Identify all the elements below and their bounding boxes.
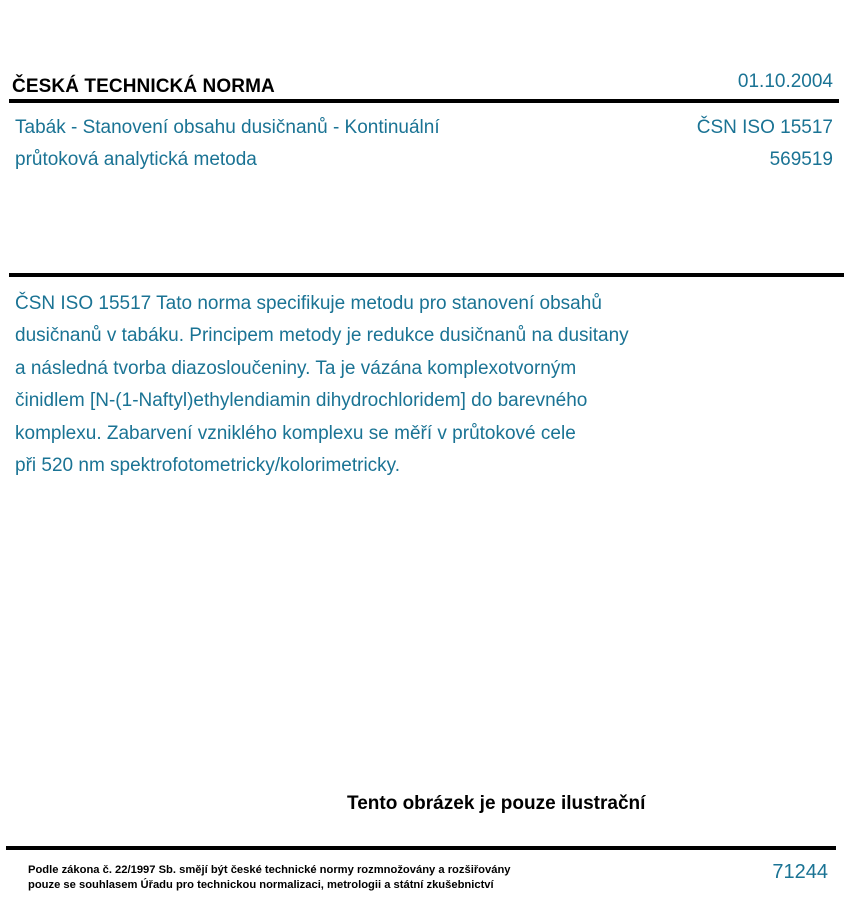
publication-date: 01.10.2004 (737, 71, 833, 92)
catalog-number: 569519 (769, 149, 833, 170)
standard-number: ČSN ISO 15517 (696, 117, 833, 138)
footer-legal-line: Podle zákona č. 22/1997 Sb. smějí být české technické normy rozmnožovány a rozšiřovány (28, 864, 511, 876)
footer-divider (6, 846, 836, 850)
document-title-line-1: Tabák - Stanovení obsahu dusičnanů - Kontinuální (15, 117, 440, 138)
abstract-text (15, 288, 735, 482)
header-divider (9, 99, 839, 103)
abstract-divider (9, 273, 844, 277)
abstract-line: ČSN ISO 15517 Tato norma specifikuje metodu pro stanovení obsahů (15, 293, 602, 314)
footer-code: 71244 (772, 861, 828, 883)
abstract-line: při 520 nm spektrofotometricky/kolorimetricky. (15, 455, 401, 477)
document-title-line-2: průtoková analytická metoda (15, 149, 257, 170)
abstract-line: komplexu. Zabarvení vzniklého komplexu se měří v průtokové cele (15, 422, 576, 444)
abstract-line: a následná tvorba diazosloučeniny. Ta je vázána komplexotvorným (15, 357, 577, 379)
norm-header-title: ČESKÁ TECHNICKÁ NORMA (12, 76, 275, 97)
illustration-note: Tento obrázek je pouze ilustrační (347, 793, 646, 814)
footer-legal-notice (28, 863, 511, 893)
abstract-line: činidlem [N-(1-Naftyl)ethylendiamin dihydrochloridem] do barevného (15, 390, 588, 412)
footer-legal-line: pouze se souhlasem Úřadu pro technickou normalizaci, metrologii a státní zkušebnictví (28, 879, 494, 891)
abstract-line: dusičnanů v tabáku. Principem metody je redukce dusičnanů na dusitany (15, 325, 629, 347)
